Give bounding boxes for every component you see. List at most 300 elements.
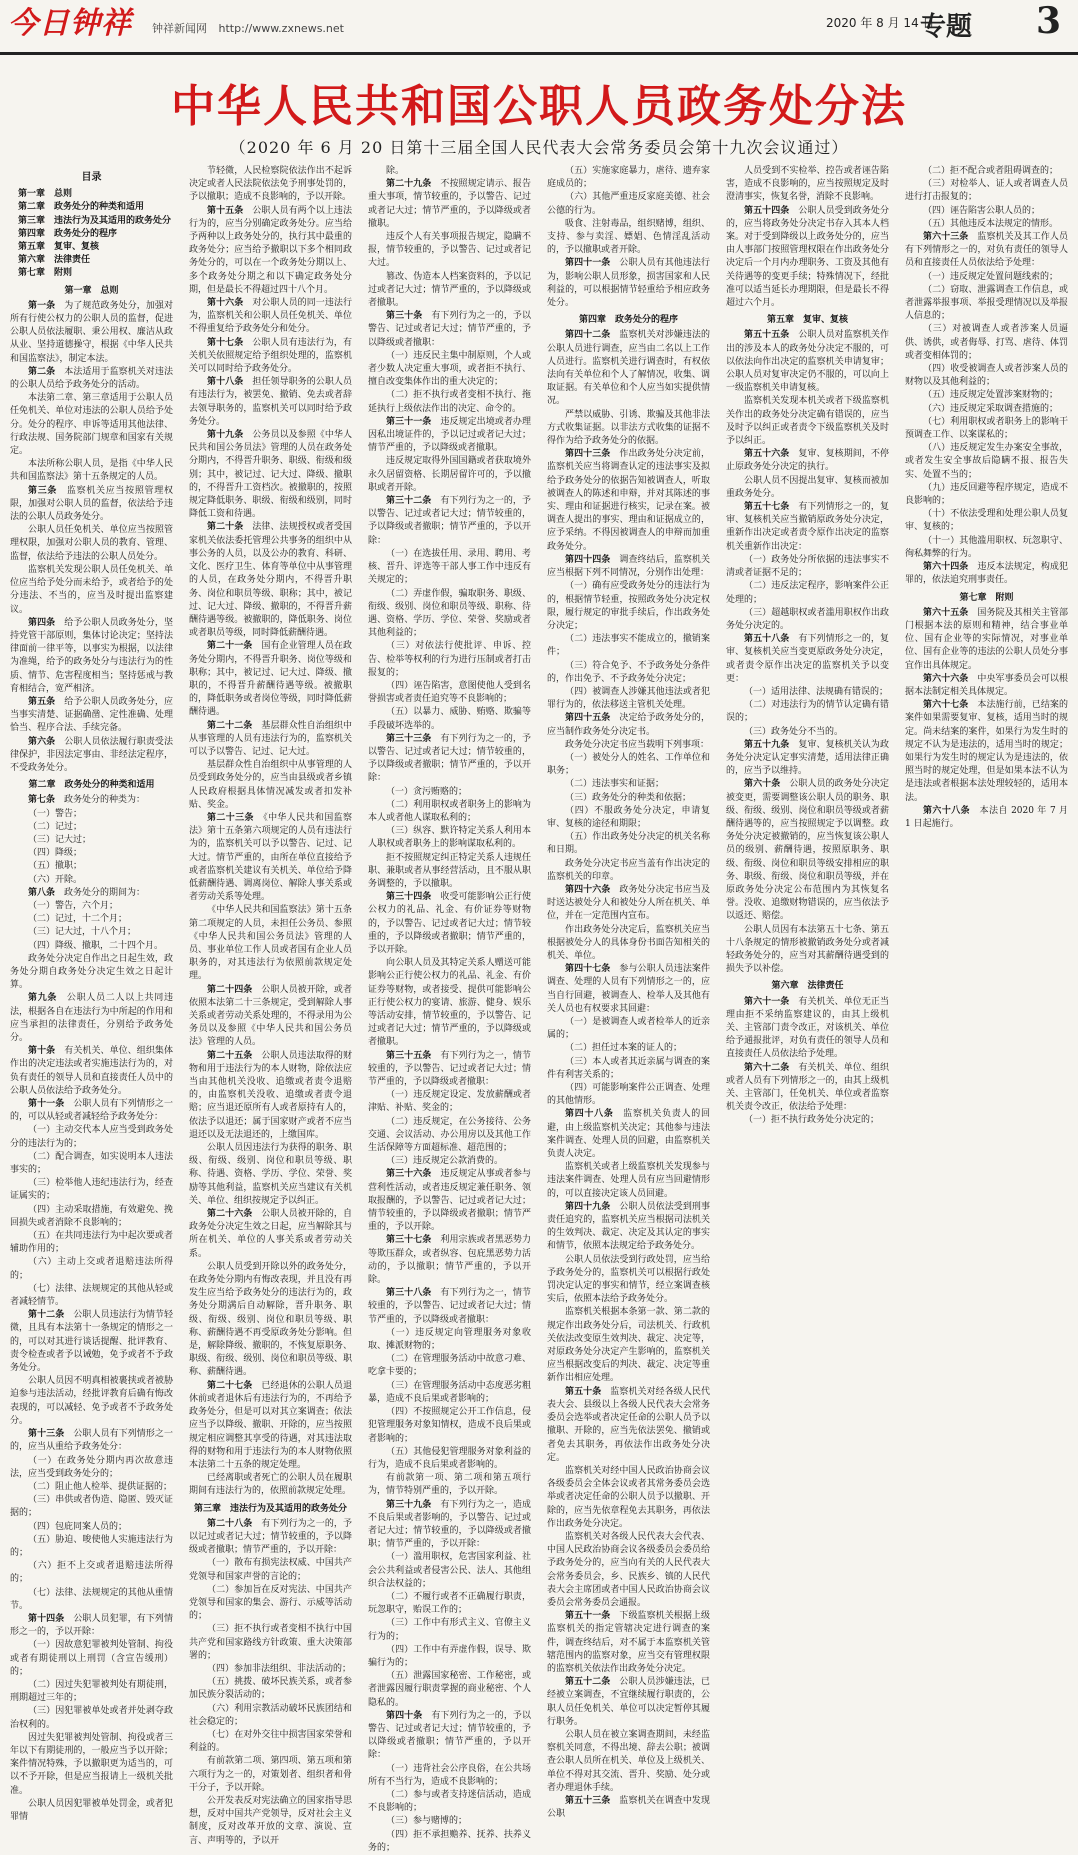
article-text: 为了规范政务处分，加强对所有行使公权力的公职人员的监督，促进公职人员依法履职、秉公用权、廉洁从政从业、坚持道德操守，根据《中华人民共和国监察法》，制定本法。 <box>10 300 173 364</box>
site-url[interactable]: http://www.zxnews.net <box>218 22 344 35</box>
chapter-heading: 第二章 政务处分的种类和适用 <box>28 780 155 791</box>
list-item: （九）违反回避等程序规定，造成不良影响的； <box>905 482 1068 507</box>
list-item: （四）不按照规定公开工作信息，侵犯管理服务对象知情权，造成不良后果或者影响的； <box>368 1407 531 1444</box>
article-paragraph <box>189 337 352 377</box>
article-text: 本法自 2020 年 7 月 1 日起施行。 <box>905 805 1068 829</box>
article-number: 第二十一条 <box>207 641 253 652</box>
article-number: 第十条 <box>28 1046 56 1057</box>
article-paragraph <box>189 984 352 1050</box>
article-paragraph <box>10 1613 173 1639</box>
article-number: 第五十六条 <box>744 449 790 460</box>
list-item: （一）违反规定设定、发放薪酬或者津贴、补贴、奖金的； <box>368 1090 531 1114</box>
article-text: 公职人员受到政务处分的，应当将政务处分决定书存入其本人档案。对于受到降级以上政务处分的，应当由人事部门按照管理权限在作出政务处分决定后一个月内办理职务、工资及其他有关待遇等的变更手续；特殊情况下，经批准可以适当延长办理期限，但是最长不得超过六个月。 <box>726 205 889 309</box>
publication-date: 2020 年 8 月 14 日 <box>826 16 935 30</box>
article-number: 第二十八条 <box>207 1518 253 1529</box>
list-item: （一）是被调查人或者检举人的近亲属的； <box>547 1017 710 1041</box>
article-number: 第五十条 <box>565 1386 602 1397</box>
article-paragraph <box>547 1108 710 1161</box>
list-item: （二）因过失犯罪被判处有期徒刑，刑期超过三年的； <box>10 1679 173 1704</box>
article-text: 公职人员依法履行职责受法律保护，非因法定事由、非经法定程序，不受政务处分。 <box>10 736 173 773</box>
list-item: （三）拒不执行或者变相不执行中国共产党和国家路线方针政策、重大决策部署的； <box>189 1624 352 1661</box>
article-number: 第四十一条 <box>565 258 611 269</box>
article-number: 第三十七条 <box>386 1235 432 1246</box>
article-text: 作出政务处分决定前，监察机关应当将调查认定的违法事实及拟给予政务处分的依据告知被调查人，听取被调查人的陈述和申辩，并对其陈述的事实、理由和证据进行核实，记录在案。被调查人提出的事实、理由和证据成立的，应予采纳。不得因被调查人的申辩而加重政务处分。 <box>547 449 710 552</box>
article-number: 第二十九条 <box>386 179 432 190</box>
list-item: （三）符合免予、不予政务处分条件的，作出免予、不予政务处分决定； <box>547 660 710 684</box>
article-paragraph <box>10 736 173 776</box>
article-number: 第二十六条 <box>207 1209 253 1220</box>
list-item: （四）不服政务处分决定，申请复审、复核的途径和期限； <box>547 805 710 829</box>
article-paragraph: 公职人员不因提出复审、复核而被加重政务处分。 <box>726 475 889 499</box>
article-paragraph: 公职人员受到开除以外的政务处分，在政务处分期内有悔改表现，并且没有再发生应当给予政务处分的违法行为的，政务处分期满后自动解除，晋升职务、职级、衔级、级别、岗位和职员等级、职称、薪酬待遇不再受原政务处分影响。但是，解除降级、撤职的，不恢复原职务、职级、衔级、级别、岗位和职员等级、职称、薪酬待遇。 <box>189 1261 352 1378</box>
list-item: （四）拒不承担赡养、抚养、扶养义务的； <box>368 1829 531 1853</box>
article-text: 有下列行为之一，造成不良后果或者影响的，予以警告、记过或者记大过；情节较重的，予以降级或者撤职；情节严重的，予以开除： <box>368 1499 531 1550</box>
article-text: 公职人员有其他违法行为，影响公职人员形象，损害国家和人民利益的，可以根据情节轻重给予相应政务处分。 <box>547 258 710 309</box>
article-text: 基层群众性自治组织中从事管理的人员有违法行为的，监察机关可以予以警告、记过、记大过。 <box>189 720 352 757</box>
article-text: 有下列行为之一的，予以警告、记过或者记大过；情节严重的，予以降级或者撤职： <box>368 311 531 348</box>
article-paragraph <box>189 1208 352 1261</box>
article-paragraph: 公职人员因违法行为获得的职务、职级、衔级、级别、岗位和职员等级、职称、待遇、资格、学历、学位、荣誉、奖励等其他利益，监察机关应当建议有关机关、单位、组织按规定予以纠正。 <box>189 1143 352 1206</box>
list-item: （五）泄露国家秘密、工作秘密，或者泄露因履行职责掌握的商业秘密、个人隐私的。 <box>368 1671 531 1708</box>
toc-item: 第二章 政务处分的种类和适用 <box>18 202 145 213</box>
list-item: （三）违反规定公款消费的。 <box>386 1156 504 1167</box>
article-number: 第五十五条 <box>744 330 790 341</box>
article-text: 给予公职人员政务处分，坚持党管干部原则，集体讨论决定；坚持法律面前一律平等，以事实为根据，以法律为准绳，给予的政务处分与违法行为的性质、情节、危害程度相当；坚持惩戒与教育相结合，宽严相济。 <box>10 617 173 694</box>
article-text: 国有企业管理人员在政务处分期内，不得晋升职务、岗位等级和职称；其中，被记过、记大过、降级、撤职的，不得晋升薪酬待遇等级。被撤职的，降低职务或者岗位等级，同时降低薪酬待遇。 <box>189 641 352 718</box>
article-paragraph <box>726 205 889 311</box>
list-item: （一）确有应受政务处分的违法行为的，根据情节轻重，按照政务处分决定权限，履行规定的审批手续后，作出政务处分决定； <box>547 581 710 631</box>
article-paragraph <box>905 231 1068 271</box>
list-item: （一）违反民主集中制原则，个人或者少数人决定重大事项，或者拒不执行、擅自改变集体作出的重大决定的； <box>368 350 531 388</box>
article-text: 公职人员二人以上共同违法，根据各自在违法行为中所起的作用和应当承担的法律责任，分别给予政务处分。 <box>10 993 173 1043</box>
article-number: 第十七条 <box>207 337 244 348</box>
article-paragraph: 已经离职或者死亡的公职人员在履职期间有违法行为的，依照前款规定处理。 <box>189 1473 352 1497</box>
article-text: 有下列行为之一的，予以记过或者记大过；情节较重的，予以降级或者撤职；情节严重的，予以开除： <box>189 1518 352 1556</box>
toc-item: 第六章 法律责任 <box>18 255 91 266</box>
list-item: （二）违反法定程序，影响案件公正处理的； <box>726 581 889 605</box>
article-number: 第五条 <box>28 696 56 707</box>
list-item: （二）拒不执行或者变相不执行、拖延执行上级依法作出的决定、命令的。 <box>368 390 531 414</box>
article-number: 第四十三条 <box>565 449 611 460</box>
article-paragraph <box>10 992 173 1045</box>
article-number: 第六十六条 <box>923 673 969 684</box>
article-text: 对公职人员的同一违法行为，监察机关和公职人员任免机关、单位不得重复给予政务处分和处分。 <box>189 298 352 335</box>
column-2 <box>189 165 352 1855</box>
list-item: （四）收受被调查人或者涉案人员的财物以及其他利益的； <box>905 364 1068 388</box>
chapter-heading: 第七章 附则 <box>959 592 1014 603</box>
article-text: 有关机关、单位无正当理由拒不采纳监察建议的，由其上级机关、主管部门责令改正，对该机关、单位给予通报批评，对负有责任的领导人员和直接责任人员依法给予处理。 <box>726 996 889 1060</box>
article-text: 政务处分的种类为： <box>64 795 146 806</box>
article-number: 第二条 <box>28 366 56 377</box>
article-paragraph <box>10 1045 173 1098</box>
list-item: （三）在管理服务活动中态度恶劣粗暴，造成不良后果或者影响的； <box>368 1380 531 1404</box>
article-text: 有下列行为之一的，予以警告、记过或者记大过；情节较重的，予以降级或者撤职；情节严重的，予以开除： <box>368 733 531 784</box>
article-paragraph: 作出政务处分决定后，监察机关应当根据被处分人的具体身份书面告知相关的机关、单位。 <box>547 924 710 961</box>
toc-title: 目录 <box>81 172 102 183</box>
list-item: （七）法律、法规规定的其他从重情节。 <box>10 1587 173 1611</box>
list-item: （一）警告，六个月； <box>28 900 119 911</box>
article-paragraph <box>10 300 173 366</box>
article-paragraph <box>368 1499 531 1552</box>
article-text: 监察机关对经各级人民代表大会、县级以上各级人民代表大会常务委员会选举或者决定任命的公职人员予以撤职、开除的，应当先依法罢免、撤销或者免去其职务，再依法作出政务处分决定。 <box>547 1386 710 1463</box>
list-item: （四）诬告陷害公职人员的； <box>923 205 1041 216</box>
article-number: 第五十二条 <box>565 1677 611 1688</box>
article-paragraph: 监察机关根据本条第一款、第二款的规定作出政务处分后，司法机关、行政机关依法改变原生效判决、裁定、决定等，对原政务处分决定产生影响的，监察机关应当根据改变后的判决、裁定、决定等重新作出相应处理。 <box>547 1307 710 1384</box>
article-paragraph <box>368 1710 531 1763</box>
article-text: 公职人员有下列情形之一的，可以从轻或者减轻给予政务处分： <box>10 1099 173 1123</box>
article-paragraph <box>189 429 352 521</box>
article-number: 第五十八条 <box>744 634 790 645</box>
article-text: 已经退休的公职人员退休前或者退休后有违法行为的，不再给予政务处分，但是可以对其立案调查；依法应当予以降级、撤职、开除的，应当按照规定相应调整其享受的待遇，对其违法取得的财物和用于违法行为的本人财物依照本法第二十五条的规定处理。 <box>189 1380 352 1470</box>
list-item: （七）利用职权或者职务上的影响干预调查工作、以案谋私的； <box>905 416 1068 441</box>
list-item: （二）担任过本案的证人的； <box>565 1043 683 1054</box>
list-item: （二）不履行或者不正确履行职责，玩忽职守，贻误工作的； <box>368 1591 531 1616</box>
article-number: 第五十九条 <box>744 739 790 750</box>
article-paragraph <box>547 1610 710 1676</box>
article-subtitle: （2020 年 6 月 20 日第十三届全国人民代表大会常务委员会第十九次会议通过） <box>229 138 849 157</box>
list-item: （一）违背社会公序良俗，在公共场所有不当行为，造成不良影响的； <box>368 1763 531 1787</box>
article-number: 第十八条 <box>207 377 244 388</box>
article-text: 有关机关、单位、组织或者人员有下列情形之一的，由其上级机关、主管部门，任免机关、单位或者监察机关责令改正，依法给予处理： <box>726 1062 889 1113</box>
article-text: 政务处分的期间为： <box>64 887 146 898</box>
article-body <box>10 165 1068 1853</box>
article-paragraph <box>368 178 531 231</box>
article-number: 第四十四条 <box>565 554 611 565</box>
article-paragraph: 监察机关对各级人民代表大会代表、中国人民政治协商会议各级委员会委员给予政务处分的，应当向有关的人民代表大会常务委员会，乡、民族乡、镇的人民代表大会主席团或者中国人民政治协商会议委员会常务委员会通报。 <box>547 1531 710 1608</box>
article-paragraph: 有前款第一项、第二项和第五项行为，情节特别严重的，予以开除。 <box>368 1473 531 1497</box>
article-paragraph <box>10 696 173 736</box>
article-number: 第四十八条 <box>565 1109 614 1120</box>
list-item: （二）阻止他人检举、提供证据的； <box>28 1481 173 1492</box>
article-paragraph: 公职人员因有本法第五十七条、第五十八条规定的情形被撤销政务处分或者减轻政务处分的，应当对其薪酬待遇受到的损失予以补偿。 <box>726 924 889 975</box>
article-text: 复审、复核期间，不停止原政务处分决定的执行。 <box>726 449 889 473</box>
toc-item: 第一章 总则 <box>18 189 73 200</box>
list-item: （四）降级； <box>28 848 83 859</box>
article-paragraph: 监察机关对经中国人民政治协商会议各级委员会全体会议或者其常务委员会选举或者决定任命的公职人员予以撤职、开除的，应当先依章程免去其职务，再依法作出政务处分决定。 <box>547 1465 710 1529</box>
article-text: 监察机关负责人的回避，由上级监察机关决定；其他参与违法案件调查、处理人员的回避，由监察机关负责人决定。 <box>547 1109 710 1160</box>
article-number: 第二十四条 <box>207 984 253 995</box>
list-item: （三）因犯罪被单处或者并处剥夺政治权利的。 <box>10 1706 173 1730</box>
article-paragraph: 监察机关或者上级监察机关发现参与违法案件调查、处理人员有应当回避情形的，可以直接决定该人员回避。 <box>547 1162 710 1199</box>
list-item: （三）参与赌博的； <box>386 1816 468 1827</box>
article-number: 第四十条 <box>386 1710 423 1721</box>
list-item: （八）违反规定发生办案安全事故，或者发生安全事故后隐瞒不报、报告失实、处置不当的； <box>905 443 1068 480</box>
article-text: 违反规定出境或者办理因私出境证件的，予以记过或者记大过；情节严重的，予以降级或者撤职。 <box>368 416 531 454</box>
article-number: 第九条 <box>28 993 58 1004</box>
article-paragraph: 监察机关发现公职人员任免机关、单位应当给予处分而未给予，或者给予的处分违法、不当的，应当及时提出监察建议。 <box>10 564 173 615</box>
article-paragraph <box>189 376 352 429</box>
article-text: 监察机关对涉嫌违法的公职人员进行调查，应当由二名以上工作人员进行。监察机关进行调查时，有权依法向有关单位和个人了解情况，收集、调取证据。有关单位和个人应当如实提供情况。 <box>547 330 710 407</box>
article-number: 第二十七条 <box>207 1380 253 1391</box>
column-3 <box>368 165 531 1855</box>
article-paragraph <box>10 1098 173 1124</box>
article-number: 第二十条 <box>207 522 244 533</box>
chapter-heading: 第五章 复审、复核 <box>766 315 848 326</box>
article-paragraph: 监察机关发现本机关或者下级监察机关作出的政务处分决定确有错误的，应当及时予以纠正或者责令下级监察机关及时予以纠正。 <box>726 396 889 447</box>
list-item: （一）适用法律、法规确有错误的； <box>744 686 889 697</box>
article-paragraph <box>189 1380 352 1472</box>
article-text: 有下列情形之一的，复审、复核机关应当变更原政务处分决定，或者责令原作出决定的监察机关予以变更： <box>726 634 889 684</box>
article-paragraph <box>905 699 1068 805</box>
article-paragraph <box>726 996 889 1062</box>
article-text: 有下列行为之一，情节较重的，予以警告、记过或者记大过；情节严重的，予以降级或者撤职： <box>368 1288 531 1325</box>
article-paragraph <box>726 633 889 686</box>
article-number: 第八条 <box>28 887 56 898</box>
article-number: 第六十条 <box>744 779 781 790</box>
article-text: 监察机关应当按照管理权限，加强对公职人员的监督，依法给予违法的公职人员政务处分。 <box>10 485 173 523</box>
article-paragraph: 严禁以威胁、引诱、欺骗及其他非法方式收集证据。以非法方式收集的证据不得作为给予政务处分的依据。 <box>547 409 710 447</box>
article-number: 第五十一条 <box>565 1611 611 1622</box>
article-text: 利用宗族或者黑恶势力等欺压群众，或者纵容、包庇黑恶势力活动的，予以撤职；情节严重的，予以开除。 <box>368 1235 531 1286</box>
article-paragraph <box>905 561 1068 587</box>
chapter-heading: 第一章 总则 <box>64 285 119 296</box>
article-paragraph: 基层群众性自治组织中从事管理的人员受到政务处分的，应当由县级或者乡镇人民政府根据具体情况减发或者扣发补贴、奖金。 <box>189 760 352 810</box>
list-item: （五）其他违反本法规定的情形。 <box>923 218 1059 229</box>
article-text: 政务处分决定书应当及时送达被处分人和被处分人所在机关、单位，并在一定范围内宣布。 <box>547 884 710 922</box>
article-paragraph: 公职人员因犯罪被单处罚金，或者犯罪情 <box>10 1798 173 1822</box>
list-item: （二）违反规定，在公务接待、公务交通、会议活动、办公用房以及其他工作生活保障等方面超标准、超范围的； <box>368 1116 531 1154</box>
article-paragraph <box>368 891 531 957</box>
article-text: 有下列行为之一的，予以警告、记过或者记大过；情节较重的，予以降级或者撤职；情节严重的，予以开除： <box>368 496 531 546</box>
list-item: （一）违反规定向管理服务对象收取、摊派财物的； <box>368 1327 531 1352</box>
column-5 <box>726 165 889 1855</box>
article-paragraph <box>368 1168 531 1234</box>
article-text: 参与公职人员违法案件调查、处理的人员有下列情形之一的，应当自行回避，被调查人、检举人及其他有关人员也有权要求其回避： <box>547 964 710 1014</box>
list-item: （三）超越职权或者滥用职权作出政务处分决定的。 <box>726 607 889 631</box>
list-item: （三）工作中有形式主义、官僚主义行为的； <box>368 1618 531 1642</box>
article-paragraph <box>726 329 889 395</box>
column-6 <box>905 165 1068 1855</box>
article-text: 给予公职人员政务处分，应当事实清楚、证据确凿、定性准确、处理恰当、程序合法、手续完备。 <box>10 696 173 734</box>
list-item: （一）被处分人的姓名、工作单位和职务； <box>547 752 710 777</box>
article-paragraph: 本法第二章、第三章适用于公职人员任免机关、单位对违法的公职人员给予处分。处分的程序、申诉等适用其他法律、行政法规、国务院部门规章和国家有关规定。 <box>10 393 173 457</box>
article-number: 第六十七条 <box>923 700 969 711</box>
toc-item: 第四章 政务处分的程序 <box>18 228 118 239</box>
site-info <box>152 20 352 36</box>
list-item: （一）滥用职权，危害国家利益、社会公共利益或者侵害公民、法人、其他组织合法权益的； <box>368 1552 531 1589</box>
article-paragraph <box>368 1234 531 1287</box>
article-text: 法律、法规授权或者受国家机关依法委托管理公共事务的组织中从事公务的人员，以及公办的教育、科研、文化、医疗卫生、体育等单位中从事管理的人员，在政务处分期内，不得晋升职务、岗位和职员等级、职称；其中，被记过、记大过、降级、撤职的，不得晋升薪酬待遇等级。被撤职的，降低职务、岗位或者职员等级，同时降低薪酬待遇。 <box>189 522 352 639</box>
list-item: （二）拒不配合或者阻碍调查的； <box>923 166 1059 176</box>
article-paragraph <box>10 1428 173 1454</box>
section-label: 专题 <box>920 12 973 42</box>
article-paragraph: 向公职人员及其特定关系人赠送可能影响公正行使公权力的礼品、礼金、有价证券等财物，或者接受、提供可能影响公正行使公权力的宴请、旅游、健身、娱乐等活动安排，情节较重的，予以警告、记过或者记大过；情节严重的，予以降级或者撤职。 <box>368 958 531 1048</box>
article-paragraph <box>547 257 710 310</box>
article-text: 公职人员违法取得的财物和用于违法行为的本人财物，除依法应当由其他机关没收、追缴或者责令退赔的，由监察机关没收、追缴或者责令退赔；应当退还原所有人或者原持有人的，依法予以退还；属于国家财产或者不应当退还以及无法退还的，上缴国库。 <box>189 1050 352 1140</box>
article-paragraph <box>905 673 1068 699</box>
toc-item: 第七章 附则 <box>18 268 73 279</box>
article-number: 第六十二条 <box>744 1062 790 1073</box>
toc-item: 第五章 复审、复核 <box>18 242 100 253</box>
article-paragraph: 《中华人民共和国监察法》第十五条第二项规定的人员，未担任公务员、参照《中华人民共和国公务员法》管理的人员、事业单位工作人员或者国有企业人员职务的，对其违法行为依照前款规定处理。 <box>189 905 352 982</box>
article-text: 公职人员被开除的，自政务处分决定生效之日起，应当解除其与所在机关、单位的人事关系或者劳动关系。 <box>189 1209 352 1259</box>
article-number: 第三条 <box>28 485 58 496</box>
article-paragraph: 公职人员依法受到行政处罚，应当给予政务处分的，监察机关可以根据行政处罚决定认定的事实和情节，经立案调查核实后，依照本法给予政务处分。 <box>547 1254 710 1305</box>
article-paragraph <box>905 805 1068 831</box>
list-item: （十一）其他滥用职权、玩忽职守、徇私舞弊的行为。 <box>905 535 1068 559</box>
article-number: 第三十二条 <box>386 496 432 507</box>
article-text: 担任领导职务的公职人员有违法行为，被罢免、撤销、免去或者辞去领导职务的，监察机关可以同时给予政务处分。 <box>189 377 352 427</box>
article-paragraph <box>547 884 710 924</box>
list-item: （三）记大过； <box>28 834 92 845</box>
article-text: 公职人员对监察机关作出的涉及本人的政务处分决定不服的，可以依法向作出决定的监察机关申请复审；公职人员对复审决定仍不服的，可以向上一级监察机关申请复核。 <box>726 330 889 394</box>
article-paragraph <box>189 812 352 904</box>
article-number: 第十一条 <box>28 1099 65 1110</box>
article-number: 第七条 <box>28 795 56 806</box>
list-item: （四）诬告陷害，意图使他人受到名誉损害或者责任追究等不良影响的； <box>368 680 531 705</box>
article-number: 第四十九条 <box>565 1201 611 1212</box>
list-item: （七）在对外交往中损害国家荣誉和利益的。 <box>189 1729 352 1754</box>
article-number: 第六十一条 <box>744 996 790 1007</box>
article-paragraph <box>547 554 710 580</box>
article-text: 决定给予政务处分的，应当制作政务处分决定书。 <box>547 713 710 737</box>
list-item: （四）主动采取措施，有效避免、挽回损失或者消除不良影响的； <box>10 1204 173 1228</box>
article-paragraph <box>189 521 352 640</box>
article-paragraph <box>10 794 173 807</box>
article-number: 第二十五条 <box>207 1050 253 1061</box>
article-paragraph <box>905 607 1068 673</box>
article-text: 公职人员涉嫌违法，已经被立案调查，不宜继续履行职责的，公职人员任免机关、单位可以决定暂停其履行职务。 <box>547 1677 710 1727</box>
chapter-heading: 第四章 政务处分的程序 <box>578 315 678 326</box>
list-item: （二）违法事实和证据； <box>565 779 665 790</box>
article-text: 公职人员违法行为情节轻微，且具有本法第十一条规定的情形之一的，可以对其进行谈话提醒、批评教育、责令检查或者予以诫勉，免予或者不予政务处分。 <box>10 1310 173 1374</box>
list-item: （四）工作中有弄虚作假，误导、欺骗行为的； <box>368 1644 531 1668</box>
article-text: 《中华人民共和国监察法》第十五条第六项规定的人员有违法行为的，监察机关可以予以警告、记过、记大过。情节严重的，由所在单位直接给予或者监察机关建议有关机关、单位给予降低薪酬待遇、调离岗位、解除人事关系或者劳动关系等处理。 <box>189 812 352 903</box>
article-paragraph: 吸食、注射毒品，组织赌博，组织、支持、参与卖淫、嫖娼、色情淫乱活动的，予以撤职或者开除。 <box>547 218 710 256</box>
article-paragraph: 节轻微，人民检察院依法作出不起诉决定或者人民法院依法免予刑事处罚的，予以撤职；造成不良影响的，予以开除。 <box>189 166 352 203</box>
list-item: （七）法律、法规规定的其他从轻或者减轻情节。 <box>10 1283 173 1308</box>
article-paragraph <box>368 1050 531 1090</box>
list-item: （五）挑拨、破坏民族关系，或者参加民族分裂活动的； <box>189 1677 352 1701</box>
list-item: （一）在选拔任用、录用、聘用、考核、晋升、评选等干部人事工作中违反有关规定的； <box>368 548 531 586</box>
newspaper-logo: 今日钟祥 <box>8 6 132 41</box>
list-item: （三）检举他人违纪违法行为，经查证属实的； <box>10 1178 173 1202</box>
article-paragraph <box>547 1795 710 1821</box>
list-item: （三）本人或者其近亲属与调查的案件有利害关系的； <box>547 1056 710 1080</box>
article-paragraph <box>189 297 352 337</box>
article-paragraph <box>726 501 889 554</box>
article-paragraph <box>368 310 531 350</box>
article-paragraph <box>189 1518 352 1558</box>
article-number: 第十五条 <box>207 205 244 216</box>
list-item: （四）参加非法组织、非法活动的； <box>207 1663 352 1674</box>
article-text: 本法施行前，已结案的案件如果需要复审、复核，适用当时的规定。尚未结案的案件，如果行为发生时的规定不认为是违法的，适用当时的规定；如果行为发生时的规定认为是违法的，依照当时的规定处理，但是如果本法不认为是违法或者根据本法处理较轻的，适用本法。 <box>905 700 1068 803</box>
article-text: 有下列行为之一的，予以警告、记过或者记大过；情节较重的，予以降级或者撤职；情节严重的，予以开除： <box>368 1710 531 1761</box>
article-number: 第六条 <box>28 736 56 747</box>
list-item: （一）贪污贿赂的； <box>386 786 468 797</box>
article-text: 下级监察机关根据上级监察机关的指定管辖决定进行调查的案件，调查终结后，对不属于本监察机关管辖范围内的监察对象，应当交有管理权限的监察机关依法作出政务处分决定。 <box>547 1611 710 1674</box>
article-number: 第三十四条 <box>386 892 432 903</box>
article-paragraph: 违反规定取得外国国籍或者获取境外永久居留资格、长期居留许可的，予以撤职或者开除。 <box>368 456 531 493</box>
article-number: 第五十七条 <box>744 502 790 513</box>
list-item: （五）其他侵犯管理服务对象利益的行为，造成不良后果或者影响的。 <box>368 1446 531 1470</box>
list-item: （六）利用宗教活动破坏民族团结和社会稳定的； <box>189 1703 352 1727</box>
article-number: 第十二条 <box>28 1310 65 1321</box>
article-paragraph: 拒不按照规定纠正特定关系人违规任职、兼职或者从事经营活动，且不服从职务调整的，予以撤职。 <box>368 852 531 889</box>
article-paragraph: 本法所称公职人员，是指《中华人民共和国监察法》第十五条规定的人员。 <box>10 459 173 483</box>
list-item: （一）警告； <box>28 808 83 819</box>
article-text: 公职人员有违法行为，有关机关依照规定给予组织处理的，监察机关可以同时给予政务处分。 <box>189 337 352 375</box>
article-paragraph: 因过失犯罪被判处管制、拘役或者三年以下有期徒刑的，一般应当予以开除；案件情况特殊，予以撤职更为适当的，可以不予开除，但是应当报请上一级机关批准。 <box>10 1732 173 1796</box>
list-item: （六）开除。 <box>28 874 83 885</box>
article-paragraph: 篡改、伪造本人档案资料的，予以记过或者记大过；情节严重的，予以降级或者撤职。 <box>368 271 531 309</box>
article-number: 第三十八条 <box>386 1288 432 1299</box>
article-title: 中华人民共和国公职人员政务处分法 <box>171 81 907 132</box>
list-item: （二）对违法行为的情节认定确有错误的； <box>726 700 889 724</box>
article-text: 中央军事委员会可以根据本法制定相关具体规定。 <box>905 673 1068 697</box>
list-item: （一）主动交代本人应当受到政务处分的违法行为的； <box>10 1125 173 1149</box>
article-text: 公职人员依法受到刑事责任追究的，监察机关应当根据司法机关的生效判决、裁定、决定及其认定的事实和情节，依照本法规定给予政务处分。 <box>547 1201 710 1252</box>
page-number: 3 <box>1036 0 1062 42</box>
article-paragraph: 人员受到不实检举、控告或者诬告陷害，造成不良影响的，应当按照规定及时澄清事实，恢复名誉，消除不良影响。 <box>726 166 889 203</box>
list-item: （二）在管理服务活动中故意刁难、吃拿卡要的； <box>368 1354 531 1378</box>
article-paragraph: 除。 <box>386 166 405 176</box>
article-paragraph: 政务处分决定书应当载明下列事项： <box>565 739 710 750</box>
article-paragraph <box>189 720 352 760</box>
article-text: 公职人员有下列情形之一的，应当从重给予政务处分： <box>10 1429 173 1453</box>
article-paragraph <box>189 205 352 297</box>
list-item: （三）纵容、默许特定关系人利用本人职权或者职务上的影响谋取私利的。 <box>368 826 531 850</box>
list-item: （四）降级、撤职，二十四个月。 <box>28 940 164 951</box>
article-number: 第四十六条 <box>565 884 611 895</box>
article-number: 第五十四条 <box>744 205 790 216</box>
article-paragraph <box>368 1287 531 1327</box>
article-number: 第一条 <box>28 300 56 311</box>
article-text: 调查终结后，监察机关应当根据下列不同情况，分别作出处理： <box>547 554 710 579</box>
list-item: （三）政务处分不当的。 <box>744 726 844 737</box>
article-paragraph: 政务处分决定书应当盖有作出决定的监察机关的印章。 <box>547 858 710 882</box>
list-item: （二）记过； <box>28 821 83 832</box>
article-paragraph <box>547 1201 710 1254</box>
article-text: 监察机关及其工作人员有下列情形之一的，对负有责任的领导人员和直接责任人员依法给予处理： <box>905 232 1068 269</box>
list-item: （三）串供或者伪造、隐匿、毁灭证据的； <box>10 1495 173 1519</box>
article-paragraph <box>189 640 352 719</box>
article-number: 第六十五条 <box>923 607 969 618</box>
article-paragraph <box>547 448 710 554</box>
toc-item: 第三章 违法行为及其适用的政务处分 <box>18 215 172 226</box>
article-paragraph <box>10 366 173 392</box>
article-paragraph: 公开发表反对宪法确立的国家指导思想，反对中国共产党领导，反对社会主义制度，反对改革开放的文章、演说、宣言、声明等的，予以开 <box>189 1795 352 1846</box>
article-paragraph <box>368 495 531 548</box>
list-item: （四）被调查人涉嫌其他违法或者犯罪行为的，依法移送主管机关处理。 <box>547 686 710 711</box>
article-number: 第六十八条 <box>923 805 971 816</box>
masthead <box>0 0 1078 55</box>
article-number: 第二十二条 <box>207 720 253 731</box>
article-number: 第五十三条 <box>565 1795 611 1806</box>
list-item: （三）记大过，十八个月； <box>28 927 137 938</box>
article-number: 第十六条 <box>207 298 244 309</box>
list-item: （五）在共同违法行为中起次要或者辅助作用的； <box>10 1231 173 1255</box>
list-item: （二）弄虚作假，骗取职务、职级、衔级、级别、岗位和职员等级、职称、待遇、资格、学历、学位、荣誉、奖励或者其他利益的； <box>368 588 531 639</box>
article-paragraph <box>547 963 710 1016</box>
article-number: 第二十三条 <box>207 812 254 823</box>
article-number: 第四条 <box>28 617 56 628</box>
list-item: （一）违反规定处置问题线索的； <box>923 271 1059 282</box>
list-item: （五）作出政务处分决定的机关名称和日期。 <box>547 832 710 856</box>
article-text: 国务院及其相关主管部门根据本法的原则和精神，结合事业单位、国有企业等的实际情况，对事业单位、国有企业等的违法的公职人员处分事宜作出具体规定。 <box>905 607 1068 671</box>
article-paragraph: 违反个人有关事项报告规定，隐瞒不报，情节较重的，予以警告、记过或者记大过。 <box>368 232 531 269</box>
list-item: （二）记过，十二个月； <box>28 914 128 925</box>
list-item: （一）拒不执行政务处分决定的； <box>744 1115 880 1126</box>
list-item: （二）配合调查，如实说明本人违法事实的； <box>10 1151 173 1176</box>
list-item: （二）违法事实不能成立的，撤销案件； <box>547 634 710 658</box>
article-paragraph: 公职人员在被立案调查期间，未经监察机关同意，不得出境、辞去公职；被调查公职人员所在机关、单位及上级机关、单位不得对其交流、晋升、奖励、处分或者办理退休手续。 <box>547 1729 710 1793</box>
list-item: （四）包庇同案人员的； <box>28 1521 128 1532</box>
article-paragraph: 公职人员任免机关、单位应当按照管理权限，加强对公职人员的教育、管理、监督，依法给予违法的公职人员处分。 <box>10 525 173 562</box>
article-paragraph <box>10 617 173 696</box>
article-text: 有关机关、单位、组织集体作出的决定违法或者实施违法行为的，对负有责任的领导人员和直接责任人员中的公职人员依法给予政务处分。 <box>10 1046 173 1096</box>
article-paragraph <box>726 448 889 474</box>
